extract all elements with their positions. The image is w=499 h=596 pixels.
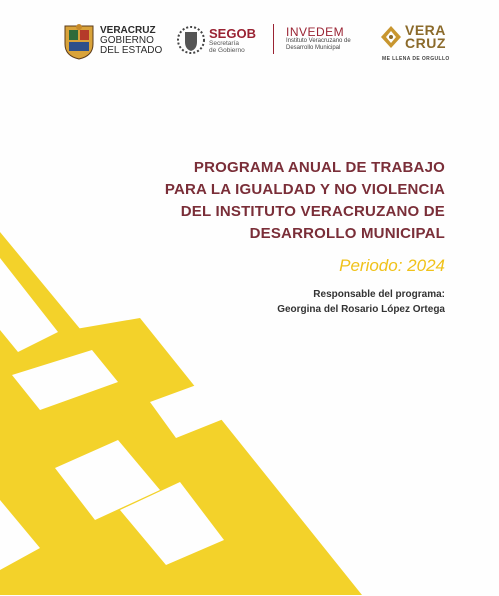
veracruz-line2: GOBIERNO [100,35,154,46]
invedem-logo [286,26,351,52]
veracruz-brand-logo [380,24,446,50]
invedem-name: INVEDEM [286,25,345,39]
logo-divider [273,24,274,54]
vera-line2: CRUZ [405,35,446,51]
title-line: PROGRAMA ANUAL DE TRABAJO [193,159,445,176]
responsible-name: Georgina del Rosario López Ortega [277,304,445,315]
vera-line1: VERA [405,22,446,38]
veracruz-line1: VERACRUZ [100,25,156,36]
title-line: PARA LA IGUALDAD Y NO VIOLENCIA [164,181,445,198]
invedem-sub2: Desarrollo Municipal [286,45,341,51]
responsible-label: Responsable del programa: [313,289,445,300]
vera-cruz-emblem-icon [380,25,402,49]
segob-sub2: de Gobierno [209,46,245,54]
segob-sub1: Secretaría [209,39,239,47]
veracruz-line3: DEL ESTADO [100,45,163,56]
vera-tagline: ME LLENA DE ORGULLO [382,56,450,62]
title-line: DESARROLLO MUNICIPAL [249,225,445,242]
period-label: Periodo: 2024 [339,256,445,275]
document-title [120,157,445,245]
veracruz-government-logo [62,22,162,60]
header-logos [0,18,499,70]
segob-name: SEGOB [209,25,256,41]
veracruz-shield-icon [62,22,96,60]
segob-logo [177,24,256,56]
title-line: DEL INSTITUTO VERACRUZANO DE [180,203,445,220]
segob-seal-icon [177,24,205,56]
invedem-sub1: Instituto Veracruzano de [286,38,351,44]
